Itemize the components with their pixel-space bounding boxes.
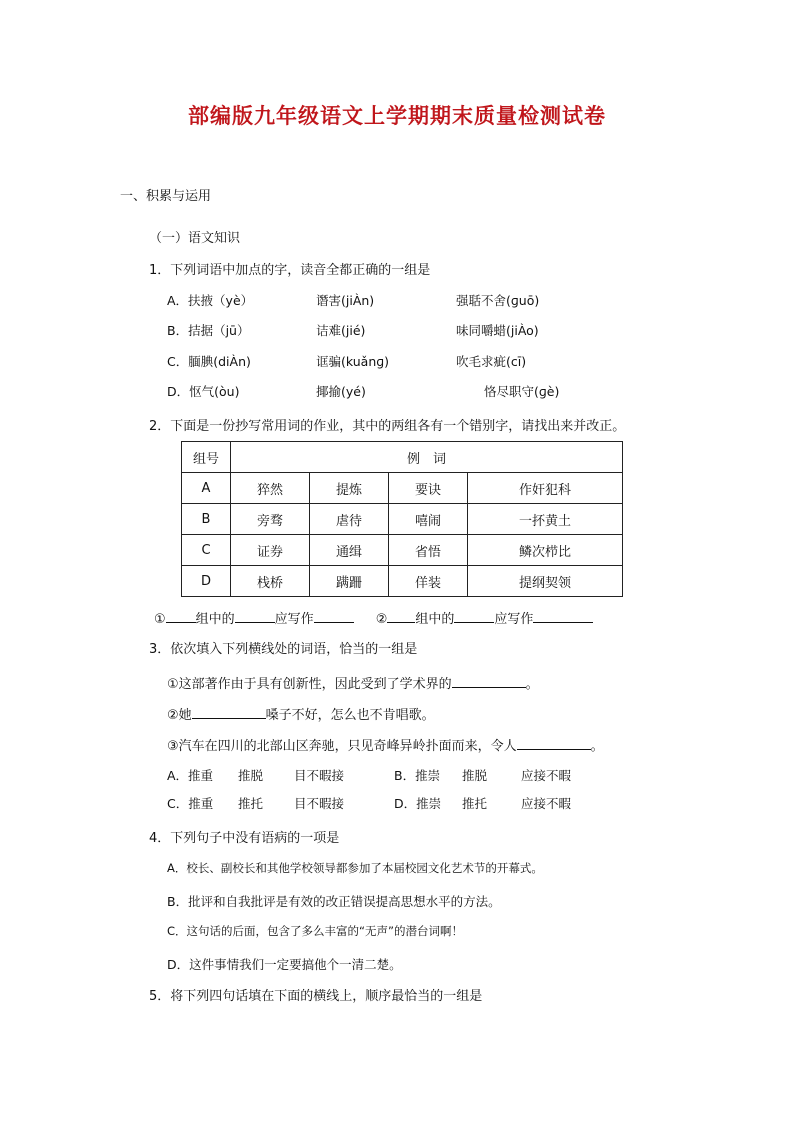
q3-option-c-3: 目不暇接 xyxy=(294,796,345,811)
q2-blank-word-1[interactable] xyxy=(235,609,275,623)
section-heading: 一、积累与运用 xyxy=(120,189,212,204)
table-cell: B xyxy=(182,504,231,535)
q2-blank-group-2[interactable] xyxy=(387,609,415,623)
q1-option-b1: B．拮据（jū） xyxy=(167,323,250,338)
table-row xyxy=(182,473,623,504)
q3-sentence-1-end: 。 xyxy=(525,677,539,692)
q2-answer-2-marker: ② xyxy=(375,612,388,627)
table-cell: D xyxy=(182,566,231,597)
table-cell: 提纲契领 xyxy=(467,566,622,597)
table-row xyxy=(182,566,623,597)
table-cell: 省悟 xyxy=(388,535,467,566)
q2-answer-line xyxy=(154,609,593,628)
q4-option-d: D．这件事情我们一定要搞他个一清二楚。 xyxy=(167,957,402,972)
table-cell: A xyxy=(182,473,231,504)
question-2-stem: 2．下面是一份抄写常用词的作业，其中的两组各有一个错别字，请找出来并改正。 xyxy=(149,419,626,434)
table-cell: 通缉 xyxy=(309,535,388,566)
table-cell: 一抔黄土 xyxy=(467,504,622,535)
table-cell: 嘻闹 xyxy=(388,504,467,535)
q3-sentence-3-end: 。 xyxy=(590,739,604,754)
table-cell: 蹒跚 xyxy=(309,566,388,597)
question-1-stem: 1．下列词语中加点的字，读音全都正确的一组是 xyxy=(149,263,431,278)
q3-sentence-3-text: ③汽车在四川的北部山区奔驰，只见奇峰异岭扑面而来，令人 xyxy=(167,739,517,754)
q2-answer-1-text-a: 组中的 xyxy=(195,612,235,627)
q2-blank-fix-2[interactable] xyxy=(533,609,593,623)
q3-sentence-1-text: ①这部著作由于具有创新性，因此受到了学术界的 xyxy=(167,677,452,692)
q3-option-c-1: C．推重 xyxy=(167,796,214,811)
table-header-cell: 例 词 xyxy=(231,442,623,473)
subsection-heading: （一）语文知识 xyxy=(149,231,241,246)
q2-answer-1-marker: ① xyxy=(154,612,166,627)
q3-option-a-2: 推脱 xyxy=(238,768,264,783)
q1-option-c3: 吹毛求疵(cī) xyxy=(456,354,527,369)
q3-option-c-2: 推托 xyxy=(238,796,264,811)
q2-answer-1-text-b: 应写作 xyxy=(274,612,314,627)
q4-option-b: B．批评和自我批评是有效的改正错误提高思想水平的方法。 xyxy=(167,894,501,909)
table-cell: 作奸犯科 xyxy=(467,473,622,504)
q2-blank-fix-1[interactable] xyxy=(314,609,354,623)
q3-option-d-3: 应接不暇 xyxy=(521,796,572,811)
word-table xyxy=(181,441,623,597)
q3-option-b-1: B．推崇 xyxy=(394,768,441,783)
q1-option-a3: 强聒不舍(ɡuō) xyxy=(456,293,540,308)
table-cell: 栈桥 xyxy=(231,566,310,597)
q2-blank-word-2[interactable] xyxy=(454,609,494,623)
table-cell: 旁骛 xyxy=(231,504,310,535)
q3-sentence-2-end: 嗓子不好，怎么也不肯唱歌。 xyxy=(265,708,435,723)
q3-sentence-1 xyxy=(167,674,539,693)
page-title: 部编版九年级语文上学期期末质量检测试卷 xyxy=(188,103,606,128)
q3-blank-2[interactable] xyxy=(192,705,266,719)
q4-option-a: A．校长、副校长和其他学校领导都参加了本届校园文化艺术节的开幕式。 xyxy=(167,861,543,875)
q4-option-c: C．这句话的后面，包含了多么丰富的“无声”的潜台词啊！ xyxy=(167,924,463,938)
table-cell: 提炼 xyxy=(309,473,388,504)
table-cell: 虐待 xyxy=(309,504,388,535)
question-3-stem: 3．依次填入下列横线处的词语，恰当的一组是 xyxy=(149,642,418,657)
q1-option-d2: 揶揄(yé) xyxy=(316,384,366,399)
q3-option-b-2: 推脱 xyxy=(462,768,488,783)
q1-option-a1: A．扶掖（yè） xyxy=(167,293,254,308)
q1-option-c1: C．腼腆(diÀn) xyxy=(167,354,251,369)
table-header-row xyxy=(182,442,623,473)
table-cell: 证券 xyxy=(231,535,310,566)
q3-option-a-3: 目不暇接 xyxy=(294,768,345,783)
table-cell: 鳞次栉比 xyxy=(467,535,622,566)
q3-blank-1[interactable] xyxy=(452,674,526,688)
question-4-stem: 4．下列句子中没有语病的一项是 xyxy=(149,831,340,846)
q2-answer-2-text-a: 组中的 xyxy=(415,612,455,627)
table-cell: C xyxy=(182,535,231,566)
q1-option-c2: 诓骗(kuǎnɡ) xyxy=(316,354,390,369)
table-cell: 猝然 xyxy=(231,473,310,504)
q3-option-d-1: D．推崇 xyxy=(394,796,442,811)
q3-blank-3[interactable] xyxy=(517,736,591,750)
table-header-cell: 组号 xyxy=(182,442,231,473)
q3-option-a-1: A．推重 xyxy=(167,768,214,783)
table-cell: 佯装 xyxy=(388,566,467,597)
table-row xyxy=(182,535,623,566)
q1-option-b2: 诘难(jié) xyxy=(316,323,366,338)
table-cell: 要诀 xyxy=(388,473,467,504)
q2-blank-group-1[interactable] xyxy=(166,609,196,623)
q1-option-d3: 恪尽职守(ɡè) xyxy=(484,384,560,399)
q3-sentence-2-text: ②她 xyxy=(167,708,192,723)
q3-sentence-3 xyxy=(167,736,604,755)
q1-option-a2: 谮害(jiÀn) xyxy=(316,293,375,308)
q1-option-d1: D．怄气(òu) xyxy=(167,384,240,399)
q3-option-d-2: 推托 xyxy=(462,796,488,811)
q3-option-b-3: 应接不暇 xyxy=(521,768,572,783)
table-row xyxy=(182,504,623,535)
q2-answer-2-text-b: 应写作 xyxy=(494,612,534,627)
question-5-stem: 5．将下列四句话填在下面的横线上，顺序最恰当的一组是 xyxy=(149,989,483,1004)
q1-option-b3: 味同嚼蜡(jiÀo) xyxy=(456,323,539,338)
q3-sentence-2 xyxy=(167,705,435,724)
